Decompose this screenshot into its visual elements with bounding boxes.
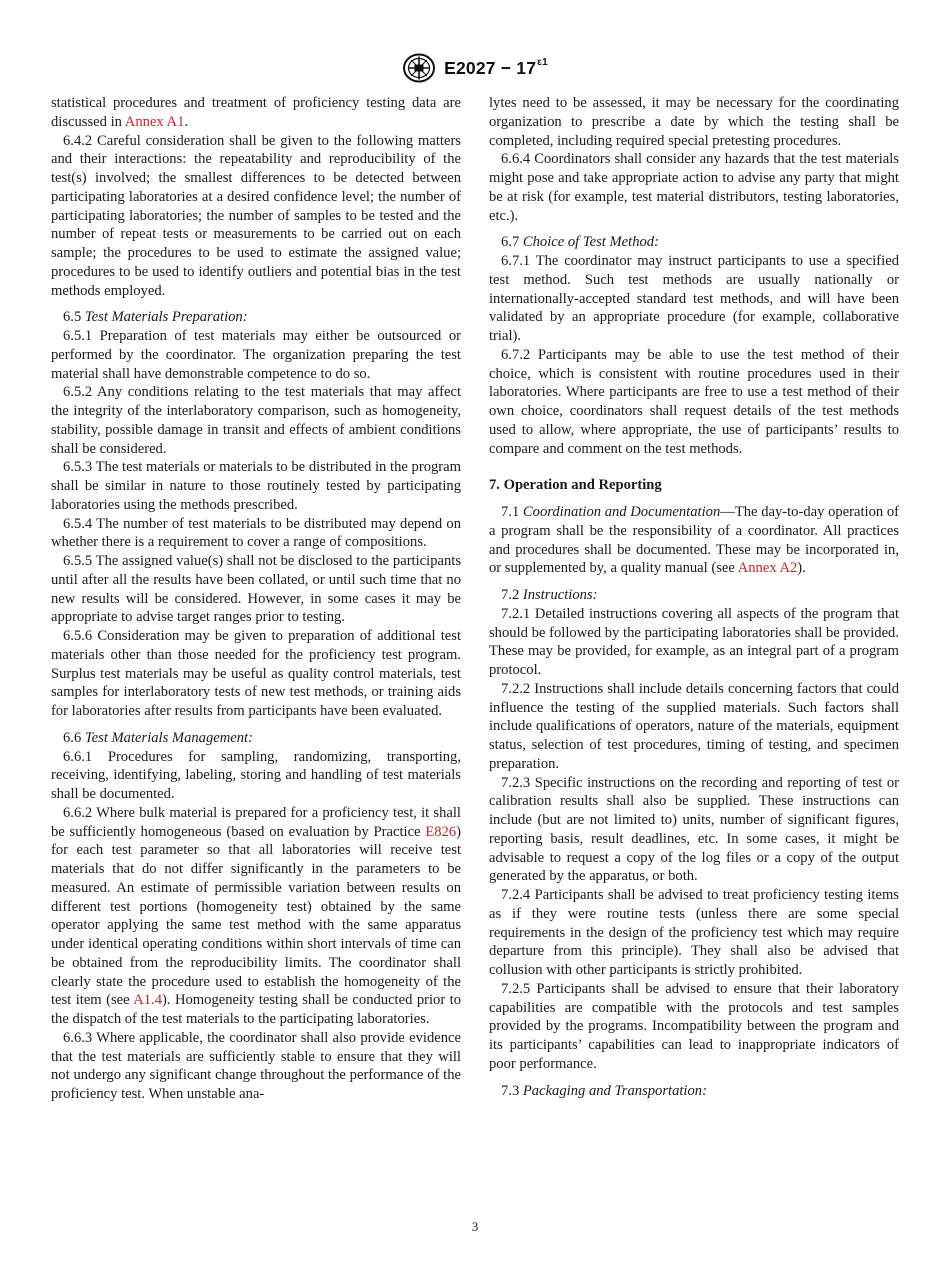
e826-link[interactable]: E826 bbox=[425, 823, 457, 840]
paragraph-7-2-2: 7.2.2 Instructions shall include details concerning factors that could influence the testing of the supplied materials. Such factors shall include qualifications of operators, nature of the materials, equipment status, selection of test procedures, timing of testing, and specimen preparation. bbox=[489, 680, 899, 772]
document-designation: $E2027 - 17^{\varepsilon 1}$ bbox=[444, 57, 548, 78]
section-6-6-heading: 6.6 Test Materials Management: bbox=[63, 729, 253, 746]
section-7-heading: 7. Operation and Reporting bbox=[489, 477, 662, 494]
paragraph-6-5-4: 6.5.4 The number of test materials to be distributed may depend on whether there is a requirement to cover a range of compositions. bbox=[51, 515, 461, 551]
paragraph-6-6-3: 6.6.3 Where applicable, the coordinator shall also provide evidence that the test materials are sufficiently stable to ensure that they will not undergo any significant change throughout the performance of the proficiency test. When unstable ana- bbox=[51, 1029, 461, 1102]
paragraph-6-6-4: 6.6.4 Coordinators shall consider any hazards that the test materials might pose and take appropriate action to advise any party that might be at risk (for example, test material distributors, testing laboratories, etc.). bbox=[489, 151, 899, 224]
paragraph-7-1: 7.1 Coordination and Documentation—The day-to-day operation of a program shall be the responsibility of a coordinator. All practices and procedures shall be documented. These may be incorporated in, or supplemented by, a quality manual (see Annex A2). bbox=[489, 504, 900, 577]
paragraph-continuation: statistical procedures and treatment of proficiency testing data are discussed in Annex A1. bbox=[51, 95, 461, 130]
paragraph-6-7-1: 6.7.1 The coordinator may instruct participants to use a specified test method. Such test methods are usually nationally or internationally-accepted standard test methods, and will have been validated by an appropriate procedure (for example, collaborative trial). bbox=[489, 253, 899, 344]
paragraph-6-6-2: 6.6.2 Where bulk material is prepared for a proficiency test, it shall be sufficiently homogeneous (based on evaluation by Practice E826) for each test parameter so that all laboratories will receive test materials that do not differ significantly in the parameters to be measured. An estimate of permissible variation between results on different test portions (homogeneity test) obtained by the same operator applying the same test method with the same apparatus under identical operating conditions within short intervals of time can be obtained from the reproducibility limits. The coordinator shall clearly state the procedure used to establish the homogeneity of the test item (see A1.4). Homogeneity testing shall be conducted prior to the dispatch of the test materials to the participating laboratories. bbox=[51, 804, 461, 1027]
astm-logo-icon bbox=[402, 53, 436, 83]
page-number: 3 bbox=[471, 1219, 479, 1234]
paragraph-7-2-1: 7.2.1 Detailed instructions covering all aspects of the program that should be followed by the participating laboratories shall be provided. These may be provided, for example, as an integral part of a program protocol. bbox=[489, 605, 899, 678]
paragraph-6-5-6: 6.5.6 Consideration may be given to preparation of additional test materials other than those needed for the proficiency test program. Surplus test materials may be useful as quality control materials, test samples for interlaboratory tests of new test methods, or training aids for laboratories after results from participants have been evaluated. bbox=[51, 628, 461, 719]
left-column bbox=[51, 94, 461, 1104]
paragraph-continuation-right: lytes need to be assessed, it may be necessary for the coordinating organization to prescribe a date by which the testing shall be completed, including required special pretesting procedures. bbox=[489, 95, 899, 149]
paragraph-6-7-2: 6.7.2 Participants may be able to use the test method of their choice, which is consistent with routine procedures used in their laboratories. Where participants are free to use a test method of their own choice, coordinators shall request details of the test methods used to allow, where appropriate, the use of participants’ results to compare and comment on the test methods. bbox=[489, 346, 899, 457]
section-6-5-heading: 6.5 Test Materials Preparation: bbox=[63, 309, 248, 326]
paragraph-7-2-5: 7.2.5 Participants shall be advised to ensure that their laboratory capabilities are compatible with the protocols and test samples provided by the programs. Incompatibility between the program and its participants’ capabilities can lead to inappropriate indicators of poor performance. bbox=[489, 980, 899, 1072]
section-6-7-heading: 6.7 Choice of Test Method: bbox=[501, 234, 659, 251]
page-header bbox=[0, 52, 950, 84]
paragraph-6-5-5: 6.5.5 The assigned value(s) shall not be disclosed to the participants until after all the results have been collated, or until such time that no new results will be considered. However, in some cases it may be appropriate to advise target ranges prior to testing. bbox=[51, 553, 461, 626]
paragraph-6-5-2: 6.5.2 Any conditions relating to the test materials that may affect the integrity of the interlaboratory comparison, such as homogeneity, stability, possible damage in transit and effects of ambient conditions shall be considered. bbox=[51, 384, 461, 457]
paragraph-6-6-1: 6.6.1 Procedures for sampling, randomizing, transporting, receiving, identifying, labeling, storing and handling of test materials shall be documented. bbox=[51, 748, 461, 802]
annex-a2-link[interactable]: Annex A2 bbox=[737, 560, 798, 577]
epsilon-superscript: ε1 bbox=[537, 57, 548, 68]
paragraph-7-2-3: 7.2.3 Specific instructions on the recording and reporting of test or calibration results shall also be supplied. These instructions can include (but are not limited to) units, number of significant figures, reporting basis, result deadlines, etc. In some cases, it might be advisable to request a copy of the log files or a copy of the output generated by the apparatus, or both. bbox=[489, 774, 899, 885]
paragraph-7-2-4: 7.2.4 Participants shall be advised to treat proficiency testing items as if they were routine tests (unless there are some special requirements in the design of the proficiency test which may require departure from this principle). They shall also be advised that collusion with other participants is strictly prohibited. bbox=[489, 887, 899, 978]
paragraph-6-4-2: 6.4.2 Careful consideration shall be given to the following matters and their interactions: the repeatability and reproducibility of the test(s) involved; the smallest differences to be detected between participating laboratories at a desired confidence level; the number of participating laboratories; the number of samples to be tested and the number of repeat tests or measurements to be carried out on each sample; the procedures to be used to estimate the assigned value; procedures to be used to identify outliers and potential bias in the test methods employed. bbox=[51, 132, 461, 299]
annex-a1-link[interactable]: Annex A1 bbox=[124, 113, 185, 130]
paragraph-6-5-3: 6.5.3 The test materials or materials to be distributed in the program shall be similar in nature to those routinely tested by participating laboratories using the methods prescribed. bbox=[51, 459, 461, 513]
section-7-2-heading: 7.2 Instructions: bbox=[501, 587, 598, 603]
a1-4-link[interactable]: A1.4 bbox=[133, 992, 163, 1009]
paragraph-6-5-1: 6.5.1 Preparation of test materials may either be outsourced or performed by the coordinator. The organization preparing the test material shall have demonstrable competence to do so. bbox=[51, 328, 461, 382]
right-column bbox=[489, 94, 899, 1100]
section-7-3-heading: 7.3 Packaging and Transportation: bbox=[501, 1082, 707, 1099]
